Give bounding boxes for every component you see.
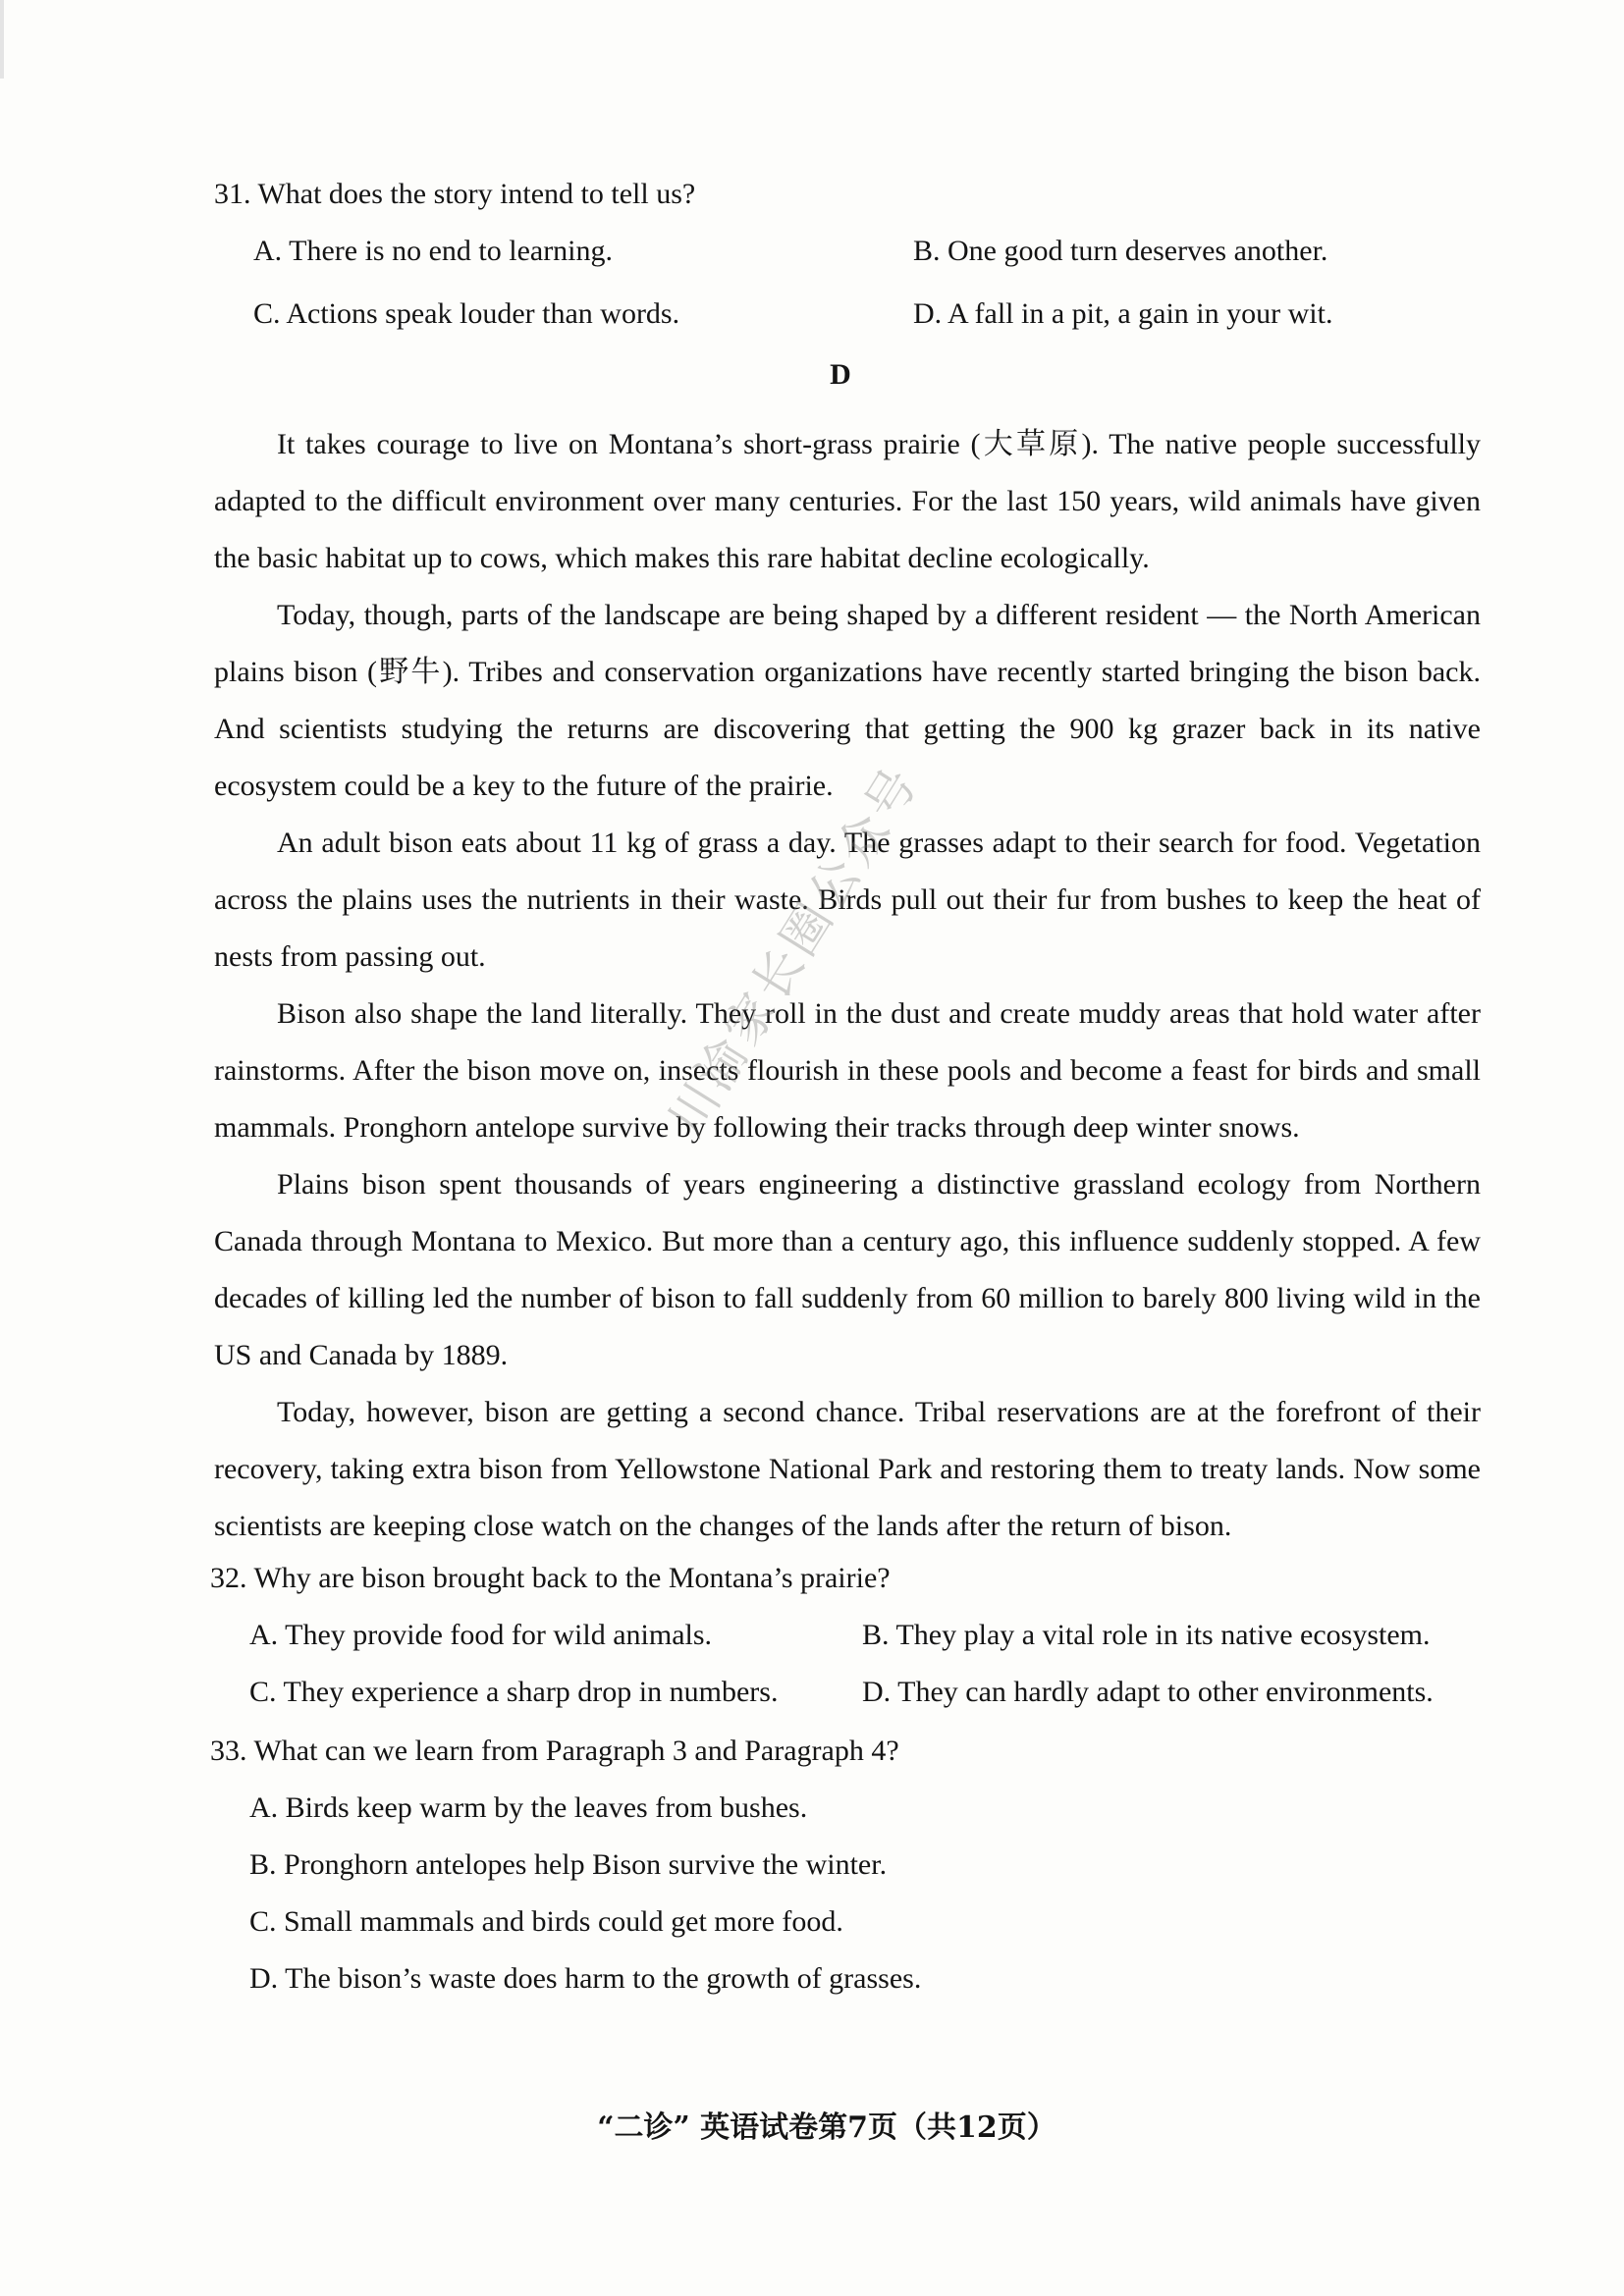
question-33-option-d: D. The bison’s waste does harm to the growth of grasses. bbox=[249, 1962, 922, 1995]
passage-paragraph-4: Bison also shape the land literally. They roll in the dust and create muddy areas that hold water after rainstorms. After the bison move on, insects flourish in these pools and become a feast for birds and small mammals. Pronghorn antelope survive by following their tracks through deep winter snows. bbox=[214, 997, 1481, 1144]
passage-letter: D bbox=[830, 358, 851, 391]
watermark-text: 川渝家长圈公众号 bbox=[657, 755, 931, 1146]
question-31-stem: 31. What does the story intend to tell us? bbox=[214, 178, 696, 210]
question-31-option-a: A. There is no end to learning. bbox=[253, 235, 614, 267]
question-33-option-b: B. Pronghorn antelopes help Bison survive the winter. bbox=[249, 1848, 888, 1881]
page-footer: “二诊” 英语试卷第7页（共12页） bbox=[597, 2110, 1056, 2145]
question-31-options bbox=[253, 234, 1481, 332]
question-33 bbox=[210, 1734, 1481, 1997]
question-32-stem: 32. Why are bison brought back to the Montana’s prairie? bbox=[210, 1562, 891, 1594]
question-32-options bbox=[249, 1618, 1481, 1710]
question-33-option-c: C. Small mammals and birds could get more food. bbox=[249, 1905, 843, 1938]
question-32-option-a: A. They provide food for wild animals. bbox=[249, 1619, 713, 1651]
passage-paragraph-6: Today, however, bison are getting a second chance. Tribal reservations are at the forefront of their recovery, taking extra bison from Yellowstone National Park and restoring them to treaty lands. Now some scientists are keeping close watch on the changes of the lands after the return of bison. bbox=[214, 1396, 1481, 1542]
question-32 bbox=[210, 1561, 1481, 1710]
question-31-option-d: D. A fall in a pit, a gain in your wit. bbox=[913, 297, 1333, 330]
passage-paragraph-5: Plains bison spent thousands of years engineering a distinctive grassland ecology from Northern Canada through Montana to Mexico. But more than a century ago, this influence suddenly stopped. A few decades of killing led the number of bison to fall suddenly from 60 million to barely 800 living wild in the US and Canada by 1889. bbox=[214, 1168, 1481, 1371]
question-32-option-b: B. They play a vital role in its native ecosystem. bbox=[862, 1619, 1431, 1651]
question-32-option-d: D. They can hardly adapt to other environments. bbox=[862, 1676, 1434, 1708]
question-32-option-c: C. They experience a sharp drop in numbers. bbox=[249, 1676, 779, 1708]
question-33-options bbox=[249, 1790, 1481, 1997]
passage-paragraph-2: Today, though, parts of the landscape are being shaped by a different resident — the North American plains bison (野牛). Tribes and conservation organizations have recently started bringing the bison back. And scientists studying the returns are discovering that getting the 900 kg grazer back in its native ecosystem could be a key to the future of the prairie. bbox=[214, 599, 1481, 802]
question-33-option-a: A. Birds keep warm by the leaves from bushes. bbox=[249, 1791, 808, 1824]
page-content bbox=[210, 177, 1481, 2018]
question-31-option-c: C. Actions speak louder than words. bbox=[253, 297, 680, 330]
passage-paragraph-3: An adult bison eats about 11 kg of grass a day. The grasses adapt to their search for food. Vegetation across the plains uses the nutrients in their waste. Birds pull out their fur from bushes to keep the heat of nests from passing out. bbox=[214, 827, 1481, 973]
passage-d bbox=[214, 416, 1481, 1555]
question-33-stem: 33. What can we learn from Paragraph 3 and Paragraph 4? bbox=[210, 1735, 899, 1767]
question-31-option-b: B. One good turn deserves another. bbox=[913, 235, 1328, 267]
scan-edge bbox=[0, 0, 4, 79]
question-31 bbox=[214, 177, 1481, 332]
passage-paragraph-1: It takes courage to live on Montana’s short-grass prairie (大草原). The native people successfully adapted to the difficult environment over many centuries. For the last 150 years, wild animals have given the basic habitat up to cows, which makes this rare habitat decline ecologically. bbox=[214, 428, 1481, 574]
